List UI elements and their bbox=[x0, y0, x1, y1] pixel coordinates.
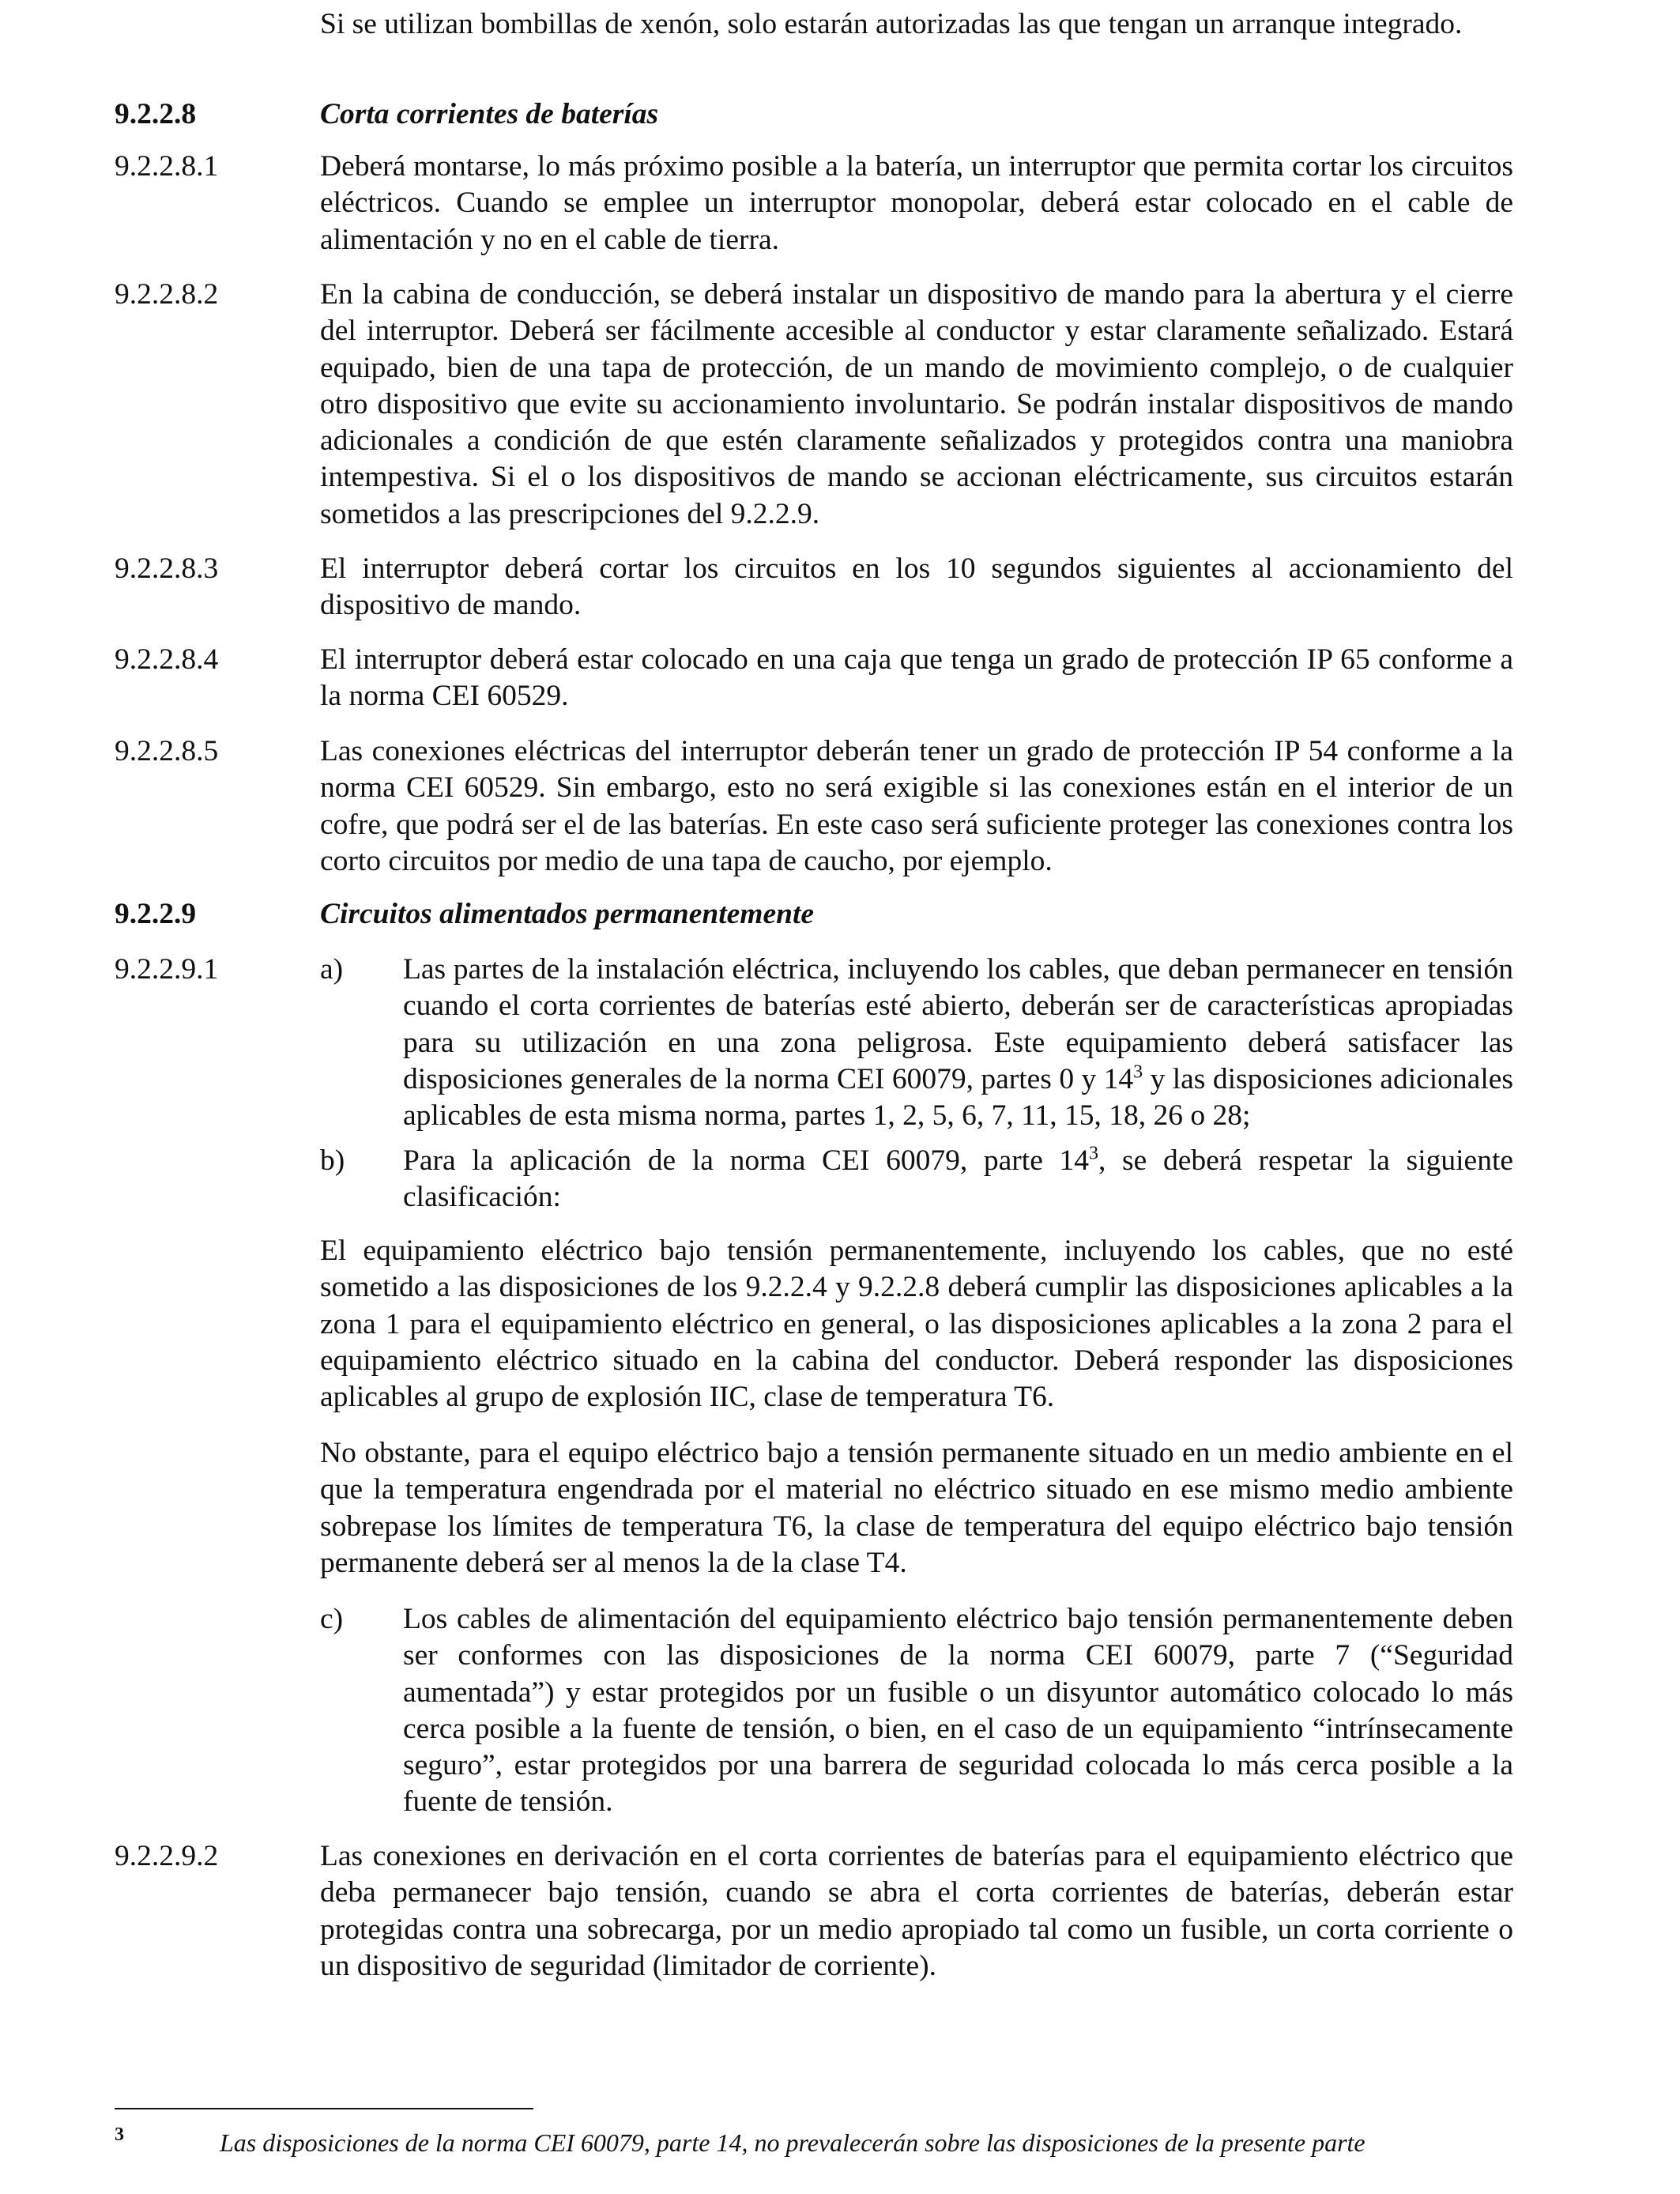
section-heading-9229 bbox=[115, 896, 1513, 933]
paragraph-9229-1-body-2 bbox=[115, 1435, 1513, 1581]
paragraph-number: 9.2.2.8.3 bbox=[115, 552, 219, 585]
paragraph-text: El interruptor deberá cortar los circuitos en los 10 segundos siguientes al accionamiento del dispositivo de mando. bbox=[320, 552, 1513, 622]
paragraph-9228-2 bbox=[115, 277, 1513, 533]
paragraph-9229-1-item-c bbox=[115, 1601, 1513, 1821]
section-title: Circuitos alimentados permanentemente bbox=[320, 898, 815, 930]
list-item-text: Los cables de alimentación del equipamiento eléctrico bajo tensión permanentemente deben ser conformes con las disposiciones de la norma CEI 60079, parte 7 (“Seguridad aumentada”) y estar protegidos por un fusible o un disyuntor automático colocado lo más cerca posible a la fuente de tensión, o bien, en el caso de un equipamiento “intrínsecamente seguro”, estar protegidos por una barrera de seguridad colocada lo más cerca posible a la fuente de tensión. bbox=[403, 1603, 1513, 1819]
paragraph-9228-3 bbox=[115, 551, 1513, 624]
footnote-reference[interactable]: 3 bbox=[1089, 1143, 1099, 1164]
paragraph-9229-1-body-1 bbox=[115, 1233, 1513, 1416]
paragraph-text: En la cabina de conducción, se deberá instalar un dispositivo de mando para la abertura y el cierre del interruptor. Deberá ser fácilmente accesible al conductor y estar claramente señalizado. Estará equipado, bien de una tapa de protección, de un mando de movimiento complejo, o de cualquier otro dispositivo que evite su accionamiento involuntario. Se podrán instalar dispositivos de mando adicionales a condición de que estén claramente señalizados y protegidos contra una maniobra intempestiva. Si el o los dispositivos de mando se accionan eléctricamente, sus circuitos estarán sometidos a las prescripciones del 9.2.2.9. bbox=[320, 278, 1513, 530]
paragraph-number: 9.2.2.9.1 bbox=[115, 953, 219, 986]
section-number: 9.2.2.8 bbox=[115, 98, 197, 130]
paragraph-9228-4 bbox=[115, 642, 1513, 715]
paragraph-text: Las conexiones en derivación en el corta corrientes de baterías para el equipamiento eléctrico que deba permanecer bajo tensión, cuando se abra el corta corrientes de baterías, deberán estar protegidas contra una sobrecarga, por un medio apropiado tal como un fusible, un corta corriente o un dispositivo de seguridad (limitador de corriente). bbox=[320, 1840, 1513, 1982]
paragraph-number: 9.2.2.8.2 bbox=[115, 278, 219, 311]
list-item-text-part: Para la aplicación de la norma CEI 60079, parte 14 bbox=[403, 1144, 1090, 1177]
paragraph-9228-1 bbox=[115, 149, 1513, 258]
paragraph-text: Si se utilizan bombillas de xenón, solo estarán autorizadas las que tengan un arranque integrado. bbox=[320, 8, 1463, 40]
paragraph-9229-2 bbox=[115, 1838, 1513, 1985]
section-number: 9.2.2.9 bbox=[115, 898, 197, 930]
paragraph-9229-1-item-b bbox=[115, 1143, 1513, 1216]
footnote-number: 3 bbox=[115, 2124, 124, 2145]
list-item-letter: c) bbox=[320, 1603, 344, 1635]
list-item-letter: a) bbox=[320, 953, 344, 986]
list-item-letter: b) bbox=[320, 1144, 345, 1177]
footnote-reference[interactable]: 3 bbox=[1133, 1061, 1143, 1083]
paragraph-number: 9.2.2.9.2 bbox=[115, 1840, 219, 1872]
list-item-text-part: Las partes de la instalación eléctrica, incluyendo los cables, que deban permanecer en tensión cuando el corta corrientes de baterías esté abierto, deberán ser de características apropiadas para su utilización en una zona peligrosa. Este equipamiento deberá satisfacer las disposiciones generales de la norma CEI 60079, partes 0 y 14 bbox=[403, 953, 1513, 1095]
paragraph-number: 9.2.2.8.4 bbox=[115, 643, 219, 676]
paragraph-text: Deberá montarse, lo más próximo posible a la batería, un interruptor que permita cortar los circuitos eléctricos. Cuando se emplee un interruptor monopolar, deberá estar colocado en el cable de alimentación y no en el cable de tierra. bbox=[320, 150, 1513, 256]
paragraph-number: 9.2.2.8.1 bbox=[115, 150, 219, 183]
paragraph-text: No obstante, para el equipo eléctrico bajo a tensión permanente situado en un medio ambiente en el que la temperatura engendrada por el material no eléctrico situado en ese mismo medio ambiente sobrepase los límites de temperatura T6, la clase de temperatura del equipo eléctrico bajo tensión permanente deberá ser al menos la de la clase T4. bbox=[320, 1437, 1513, 1579]
list-item-text bbox=[403, 1143, 1513, 1216]
list-item-text-part: , se deberá respetar la siguiente clasificación: bbox=[403, 1144, 1514, 1214]
paragraph-9229-1-item-a bbox=[115, 952, 1513, 1134]
list-item-text bbox=[403, 952, 1513, 1134]
paragraph-9228-5 bbox=[115, 733, 1513, 880]
section-heading-9228 bbox=[115, 96, 1513, 133]
footnote-separator bbox=[115, 2108, 533, 2109]
paragraph-text: Las conexiones eléctricas del interruptor deberán tener un grado de protección IP 54 conforme a la norma CEI 60529. Sin embargo, esto no será exigible si las conexiones están en el interior de un cofre, que podrá ser el de las baterías. En este caso será suficiente proteger las conexiones contra los corto circuitos por medio de una tapa de caucho, por ejemplo. bbox=[320, 735, 1513, 877]
paragraph-intro bbox=[115, 6, 1513, 43]
list-item-text-part: y las disposiciones adicionales aplicables de esta misma norma, partes 1, 2, 5, 6, 7, 11, 15, 18, 26 o 28; bbox=[403, 1062, 1513, 1133]
paragraph-number: 9.2.2.8.5 bbox=[115, 735, 219, 767]
footnote-text: Las disposiciones de la norma CEI 60079, parte 14, no prevalecerán sobre las disposiciones de la presente parte bbox=[220, 2128, 1365, 2157]
paragraph-text: El interruptor deberá estar colocado en una caja que tenga un grado de protección IP 65 conforme a la norma CEI 60529. bbox=[320, 643, 1513, 713]
section-title: Corta corrientes de baterías bbox=[320, 98, 659, 130]
paragraph-text: El equipamiento eléctrico bajo tensión permanentemente, incluyendo los cables, que no esté sometido a las disposiciones de los 9.2.2.4 y 9.2.2.8 deberá cumplir las disposiciones aplicables a la zona 1 para el equipamiento eléctrico en general, o las disposiciones aplicables a la zona 2 para el equipamiento eléctrico situado en la cabina del conductor. Deberá responder las disposiciones aplicables al grupo de explosión IIC, clase de temperatura T6. bbox=[320, 1235, 1513, 1414]
